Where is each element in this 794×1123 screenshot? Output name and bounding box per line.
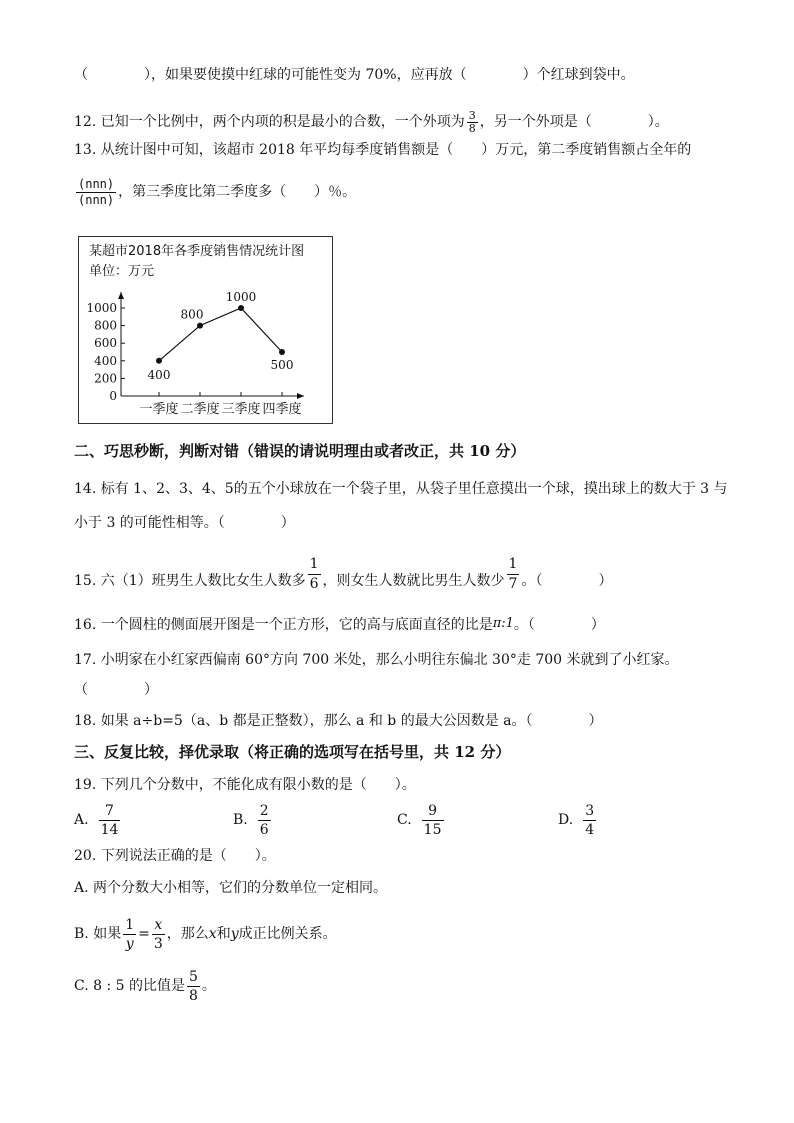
- q11-tail: [74, 66, 635, 84]
- chart-y-tick-label: 0: [109, 389, 117, 403]
- chart-x-tick-label: 一季度: [139, 402, 179, 417]
- question-14-line2: [74, 514, 295, 532]
- q19-stem: 19. 下列几个分数中，不能化成有限小数的是（ ）。: [74, 777, 416, 793]
- q20-b-f2-num: x: [152, 916, 165, 935]
- q15-frac1-num: 1: [308, 555, 321, 575]
- chart-y-tick-label: 200: [94, 371, 117, 386]
- q19-option-b: [233, 800, 273, 840]
- q20-option-c: [74, 964, 216, 1008]
- q19-option-b-fraction: [258, 802, 271, 839]
- chart-y-tick-label: 600: [94, 336, 117, 351]
- q15-fraction-1: [308, 555, 321, 594]
- q19-option-c-fraction: [422, 802, 444, 839]
- chart-x-tick-label: 四季度: [262, 402, 302, 417]
- chart-series-line: [159, 308, 282, 361]
- section-2-heading: [74, 442, 525, 460]
- question-16: [74, 615, 605, 634]
- question-13: [74, 141, 691, 159]
- chart-data-point: [197, 323, 203, 329]
- q15-frac2-den: 7: [508, 576, 518, 592]
- q15-frac2-num: 1: [507, 555, 520, 575]
- q20-c-fraction: [187, 968, 200, 1005]
- q16-pre: 16. 一个圆柱的侧面展开图是一个正方形，它的高与底面直径的比是: [74, 617, 493, 633]
- q12-frac-num: 3: [468, 108, 476, 122]
- q16-post: 。（ ）: [513, 617, 605, 633]
- q20-b-y: y: [230, 926, 239, 942]
- q19-option-c-label: C.: [397, 812, 412, 828]
- chart-y-axis-arrow: [118, 292, 124, 299]
- q12-post: ，另一个外项是（ ）。: [479, 114, 669, 130]
- q20-b-post: 成正比例关系。: [238, 926, 337, 942]
- q15-frac1-den: 6: [309, 576, 319, 592]
- q20-b-f1-den: y: [125, 935, 134, 952]
- q20-option-a: [74, 879, 387, 897]
- q19-option-d-fraction: [583, 802, 596, 839]
- q20-b-fraction-2: [152, 916, 165, 953]
- question-15: [74, 548, 612, 596]
- q19-d-num: 3: [585, 802, 595, 819]
- q17-line2: （ ）: [74, 682, 158, 698]
- chart-x-tick-label: 三季度: [221, 402, 261, 417]
- chart-y-tick-label: 400: [94, 353, 117, 368]
- section-3-heading-text: 三、反复比较，择优录取（将正确的选项写在括号里，共 12 分）: [74, 743, 511, 761]
- q15-pre: 15. 六（1）班男生人数比女生人数多: [74, 573, 306, 589]
- q19-a-num: 7: [99, 802, 121, 821]
- question-18: [74, 712, 603, 730]
- q19-a-den: 14: [100, 821, 119, 838]
- q19-d-den: 4: [585, 821, 595, 838]
- q19-option-c: [397, 800, 446, 840]
- q19-option-d-label: D.: [558, 812, 574, 828]
- chart-unit-label: 单位：万元: [89, 264, 155, 279]
- question-17: [74, 651, 679, 669]
- q20-b-x: x: [208, 926, 217, 942]
- q19-c-num: 9: [422, 802, 444, 821]
- chart-y-tick-label: 800: [94, 318, 117, 333]
- q13-fraction: [76, 177, 116, 208]
- q19-b-den: 6: [259, 821, 269, 838]
- question-17-line2: [74, 681, 158, 699]
- q17-line1: 17. 小明家在小红家西偏南 60°方向 700 米处，那么小明往东偏北 30°走 700 米就到了小红家。: [74, 652, 679, 668]
- chart-data-point: [156, 358, 162, 364]
- chart-data-label: 800: [180, 307, 204, 322]
- question-14: [74, 480, 728, 498]
- section-3-heading: [74, 743, 510, 761]
- q20-a-text: A. 两个分数大小相等，它们的分数单位一定相同。: [74, 880, 388, 896]
- q20-c-post: 。: [201, 978, 216, 994]
- q14-line1: 14. 标有 1、2、3、4、5的五个小球放在一个袋子里，从袋子里任意摸出一个球，摸出球上的数大于 3 与: [74, 481, 728, 497]
- q13-frac-den: (nnn): [78, 192, 115, 207]
- q19-option-a: [74, 800, 122, 840]
- q20-stem: 20. 下列说法正确的是（ ）。: [74, 848, 276, 864]
- q19-b-num: 2: [259, 802, 269, 819]
- q14-line2: 小于 3 的可能性相等。（ ）: [74, 515, 295, 531]
- sales-line-chart: [78, 236, 333, 424]
- q13-line2-post: ，第三季度比第二季度多（ ）％。: [118, 184, 357, 200]
- q19-option-a-fraction: [99, 802, 121, 839]
- chart-data-point: [238, 305, 244, 311]
- q11-tail-text: （ ），如果要使摸中红球的可能性变为 70%，应再放（ ）个红球到袋中。: [74, 67, 635, 83]
- chart-svg: [79, 237, 332, 423]
- q20-b-f2-den: 3: [153, 935, 163, 952]
- chart-data-label: 400: [147, 367, 171, 382]
- question-12: [74, 106, 669, 138]
- q18-text: 18. 如果 a÷b=5（a、b 都是正整数），那么 a 和 b 的最大公因数是 a。（ ）: [74, 713, 603, 729]
- q12-frac-den: 8: [468, 121, 476, 135]
- q20-c-num: 5: [189, 968, 198, 985]
- chart-x-tick-label: 二季度: [180, 402, 220, 417]
- chart-y-tick-label: 1000: [86, 301, 117, 315]
- q20-c-den: 8: [189, 987, 198, 1004]
- q19-option-a-label: A.: [74, 812, 89, 828]
- q13-frac-num: (nnn): [78, 176, 115, 191]
- q20-b-eq: =: [138, 926, 150, 942]
- chart-title: 某超市2018年各季度销售情况统计图: [89, 244, 305, 259]
- q12-fraction: [467, 110, 478, 135]
- q19-option-d: [558, 800, 598, 840]
- q12-pre: 12. 已知一个比例中，两个内项的积是最小的合数，一个外项为: [74, 114, 465, 130]
- question-20: [74, 847, 276, 865]
- q19-c-den: 15: [423, 821, 442, 838]
- q16-ratio: π:1: [492, 616, 514, 631]
- q15-mid: ，则女生人数就比男生人数少: [322, 573, 505, 589]
- q20-b-fraction-1: [123, 916, 136, 953]
- q15-post: 。（ ）: [521, 573, 613, 589]
- q19-option-b-label: B.: [233, 812, 248, 828]
- question-19: [74, 776, 416, 794]
- question-13-line2: [74, 174, 356, 210]
- chart-data-point: [279, 349, 285, 355]
- chart-data-label: 1000: [225, 290, 257, 304]
- q20-option-b: [74, 912, 337, 956]
- q20-b-pre: B. 如果: [74, 926, 122, 942]
- chart-data-label: 500: [270, 358, 294, 372]
- q13-line1: 13. 从统计图中可知，该超市 2018 年平均每季度销售额是（ ）万元，第二季度销售额占全年的: [74, 142, 692, 158]
- q20-b-mid: ，那么: [166, 926, 209, 942]
- chart-x-axis-arrow: [297, 393, 304, 399]
- q20-c-pre: C. 8 : 5 的比值是: [74, 978, 185, 994]
- q20-b-and: 和: [216, 926, 231, 942]
- section-2-heading-text: 二、巧思秒断，判断对错（错误的请说明理由或者改正，共 10 分）: [74, 442, 526, 460]
- q20-b-f1-num: 1: [125, 916, 135, 933]
- q15-fraction-2: [507, 555, 520, 594]
